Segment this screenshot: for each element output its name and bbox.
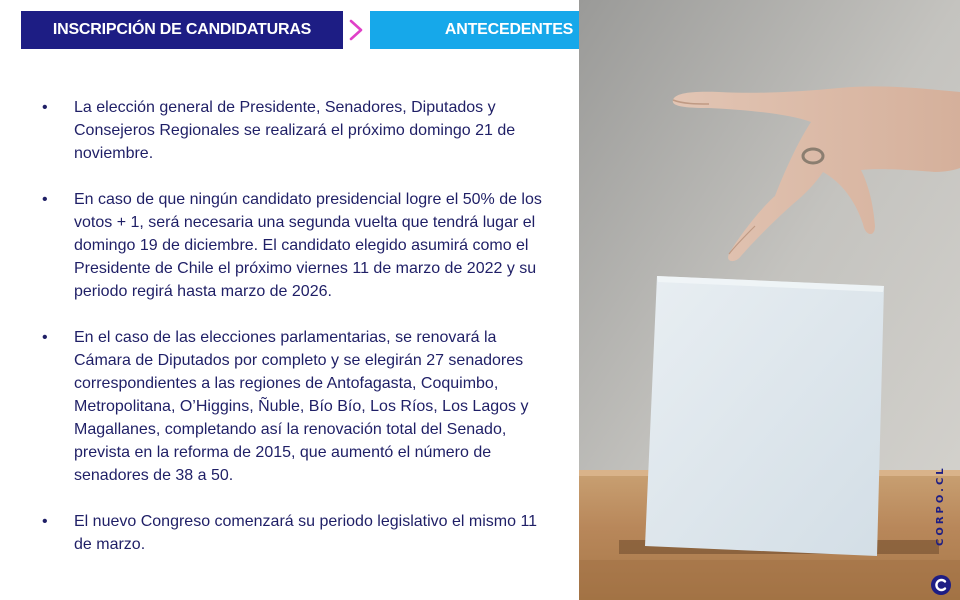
bullet-text: En caso de que ningún candidato presidencial logre el 50% de los votos + 1, será necesaria una segunda vuelta que tendrá lugar el domingo 19 de diciembre. El candidato elegido asumirá como el Presidente de Chile el próximo viernes 11 de marzo de 2022 y su periodo regirá hasta marzo de 2026.	[74, 191, 542, 300]
bullet-item	[40, 96, 550, 165]
bullet-symbol: •	[42, 191, 48, 208]
bullet-text: La elección general de Presidente, Senadores, Diputados y Consejeros Regionales se realizará el próximo domingo 21 de noviembre.	[74, 99, 516, 162]
bullet-symbol: •	[42, 99, 48, 116]
bullet-text: El nuevo Congreso comenzará su periodo legislativo el mismo 11 de marzo.	[74, 513, 538, 553]
breadcrumb-step-antecedentes: ANTECEDENTES	[370, 11, 648, 49]
bullet-text: En el caso de las elecciones parlamentarias, se renovará la Cámara de Diputados por completo y se elegirán 27 senadores correspondientes a las regiones de Antofagasta, Coquimbo, Metropolitana, O’Higgins, Ñuble, Bío Bío, Los Ríos, Los Lagos y Magallanes, completando así la renovación total del Senado, prevista en la reforma de 2015, que aumentó el número de senadores de 38 a 50.	[74, 329, 529, 484]
ballot-photo	[579, 0, 960, 600]
bullet-list	[40, 96, 550, 556]
breadcrumb-step-candidaturas: INSCRIPCIÓN DE CANDIDATURAS	[21, 11, 343, 49]
brand-text: CORPO.CL	[935, 465, 946, 546]
chevron-right-icon	[347, 18, 365, 42]
corpo-logo-icon	[930, 574, 952, 596]
bullet-item	[40, 326, 550, 487]
bullet-symbol: •	[42, 513, 48, 530]
bullet-content	[40, 96, 550, 579]
brand-watermark	[928, 446, 954, 576]
bullet-item	[40, 188, 550, 303]
bullet-symbol: •	[42, 329, 48, 346]
ballot-photo-illustration	[579, 0, 960, 600]
bullet-item	[40, 510, 550, 556]
